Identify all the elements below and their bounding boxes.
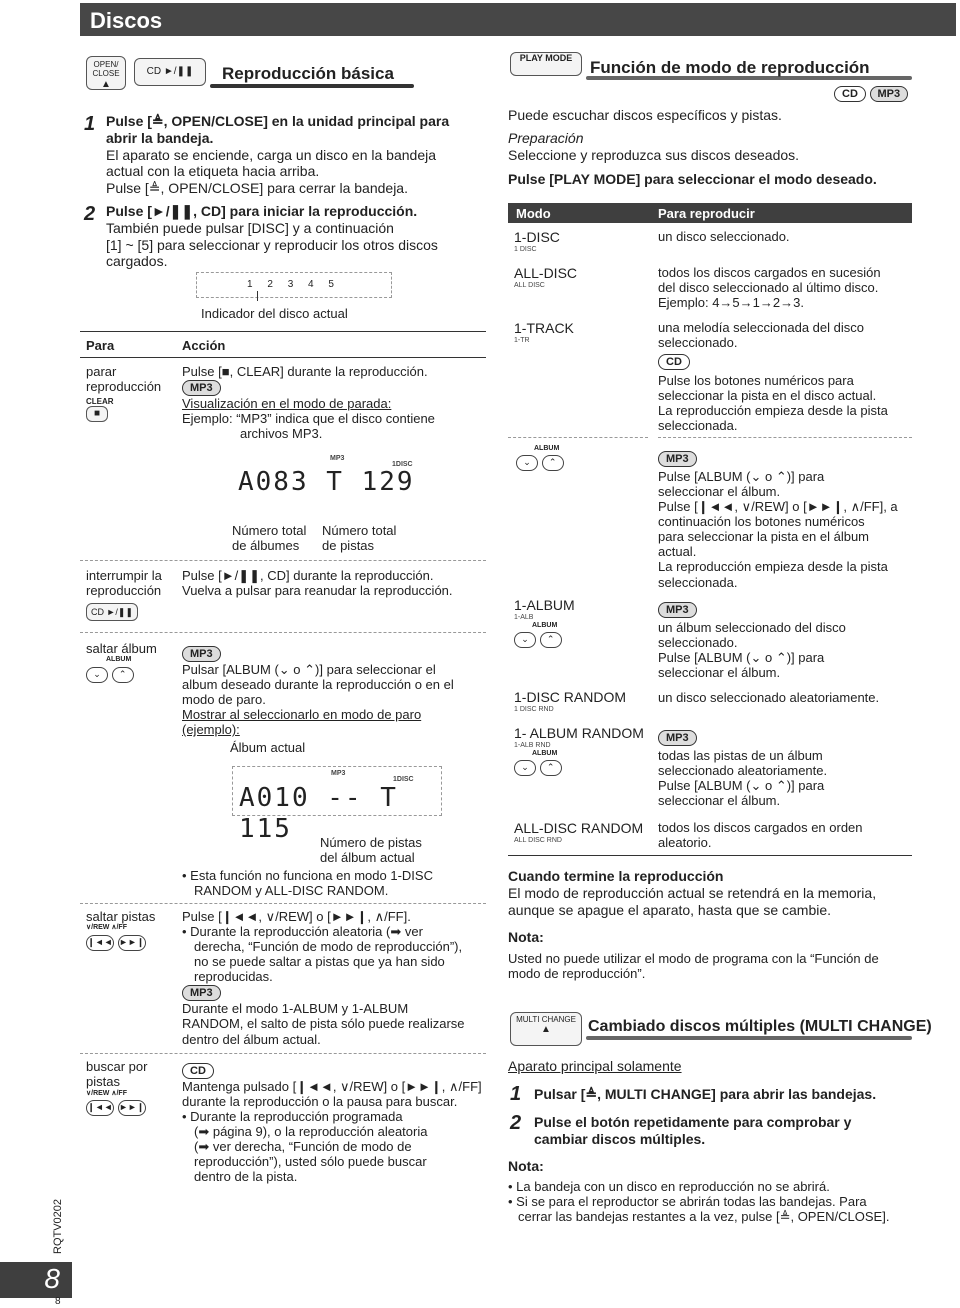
row-album-a4: Mostrar al seleccionarlo en modo de paro <box>182 707 422 723</box>
model-code: RQTV0202 <box>52 1198 64 1254</box>
desc-line: seleccionar el álbum. <box>658 793 781 809</box>
play-col-header: Para reproducir <box>658 206 755 221</box>
lcd2-label-a: Número de pistas <box>320 835 422 850</box>
cd-pause-button-icon: CD ►/❚❚ <box>86 603 138 621</box>
table-header-para: Para <box>86 338 115 353</box>
page-number-small: 8 <box>55 1296 61 1307</box>
section-title-play-mode: Función de modo de reproducción <box>590 58 870 77</box>
step1-title-b: abrir la bandeja. <box>106 129 214 146</box>
note-2 <box>508 1179 889 1224</box>
lcd2-disc: 1DISC <box>393 776 414 783</box>
row-stop-label-a: parar <box>86 364 117 379</box>
album-label: ALBUM <box>534 445 560 452</box>
mode-alldisc <box>514 265 577 290</box>
lcd2-label <box>320 836 422 866</box>
desc-line: La reproducción empieza desde la pista <box>658 559 888 575</box>
row-search-a1: Mantenga pulsado [❙◄◄, ∨/REW] o [►►❙, ∧/FF] <box>182 1079 482 1094</box>
end-line: aunque se apague el aparato, hasta que se cambie. <box>508 901 832 918</box>
multi-step2-number: 2 <box>510 1112 522 1134</box>
step1-block <box>106 113 486 197</box>
open-close-button <box>86 56 126 90</box>
skip-buttons-label: ∨/REW ∧/FF <box>86 924 127 932</box>
mode-name: 1-TRACK <box>514 320 574 336</box>
row-skip-label-a: saltar pistas <box>86 909 156 924</box>
lcd1-disc: 1DISC <box>392 461 413 468</box>
desc-line: seleccionado. <box>658 635 738 651</box>
row-album-label <box>86 641 157 683</box>
album-label: ALBUM <box>532 749 558 757</box>
row-stop-a4: archivos MP3. <box>240 426 323 442</box>
mp3-badge: MP3 <box>182 646 221 662</box>
row-stop-a1: Pulse [■, CLEAR] durante la reproducción. <box>182 364 428 379</box>
mode-alldisc-desc <box>658 265 881 310</box>
row-pause-label-a: interrumpir la <box>86 568 162 583</box>
row-divider <box>80 903 486 904</box>
mode-alldisc-random <box>514 820 643 845</box>
lcd2-label-b: del álbum actual <box>320 849 415 865</box>
indicator-label: Indicador del disco actual <box>201 306 348 321</box>
desc-line: Pulse [ALBUM (⌄ o ⌃)] para <box>658 778 825 794</box>
cd-badge: CD <box>658 354 690 370</box>
mp3-badge: MP3 <box>870 86 909 102</box>
multi-step2-text <box>534 1114 851 1148</box>
row-search-a7: dentro de la pista. <box>194 1169 298 1185</box>
row-search-label-b: pistas <box>86 1074 120 1090</box>
mode-name: 1-DISC <box>514 229 560 245</box>
step2-line2: [1] ~ [5] para seleccionar y reproducir los otros discos <box>106 236 438 253</box>
row-album-a1: Pulsar [ALBUM (⌄ o ⌃)] para seleccionar el <box>182 662 436 677</box>
row-skip-a2: • Durante la reproducción aleatoria (➡ ver <box>182 924 423 940</box>
mode-1disc <box>514 229 654 254</box>
step2-number: 2 <box>84 203 96 225</box>
row-album-note <box>182 869 433 899</box>
row-search-a6: reproducción”), usted sólo puede buscar <box>194 1154 427 1170</box>
step1-line3: Pulse [≜, OPEN/CLOSE] para cerrar la bandeja. <box>106 180 408 197</box>
intro-text: Puede escuchar discos específicos y pistas. <box>508 107 782 123</box>
end-line: El modo de reproducción actual se retendrá en la memoria, <box>508 884 877 901</box>
desc-line: seleccionado aleatoriamente. <box>658 763 828 779</box>
row-album-note-b: RANDOM y ALL-DISC RANDOM. <box>194 882 389 898</box>
stop-icon: ■ <box>86 406 108 422</box>
row-search-a2: durante la reproducción o la pausa para buscar. <box>182 1094 458 1110</box>
desc-line: seleccionar el álbum. <box>658 484 781 500</box>
end-title: Cuando termine la reproducción <box>508 868 724 884</box>
row-search-label-a: buscar por <box>86 1059 148 1074</box>
row-pause-action <box>182 568 453 599</box>
disc-indicator-box <box>196 272 392 298</box>
step1-line1: El aparato se enciende, carga un disco en la bandeja <box>106 146 437 163</box>
cd-badge: CD <box>834 86 866 102</box>
album-up-icon: ⌃ <box>112 667 134 683</box>
step2-block <box>106 203 486 270</box>
cd-play-button: CD ►/❚❚ <box>134 58 206 86</box>
mode-table-header <box>508 203 912 223</box>
mode-display: 1 DISC <box>514 245 537 253</box>
multi-change-label: MULTI CHANGE <box>516 1015 576 1024</box>
row-skip-a8: dentro del álbum actual. <box>182 1031 321 1047</box>
table-header-accion: Acción <box>182 338 226 353</box>
album-up-icon: ⌃ <box>540 632 562 648</box>
multi-step1-number: 1 <box>510 1083 522 1105</box>
step1-title-a: Pulse [≜, OPEN/CLOSE] en la unidad principal para <box>106 113 450 129</box>
mp3-badge: MP3 <box>658 602 697 618</box>
disc-number: 5 <box>328 279 334 290</box>
desc-line: todos los discos cargados en sucesión <box>658 265 881 280</box>
section-title-basic: Reproducción básica <box>222 64 394 83</box>
disc-number: 3 <box>287 279 294 290</box>
open-close-label: OPEN/ CLOSE <box>92 60 120 79</box>
disc-number: 4 <box>308 279 314 290</box>
row-search-a3: • Durante la reproducción programada <box>182 1109 403 1125</box>
prep-title: Preparación <box>508 129 584 146</box>
row-search-a4: (➡ página 9), o la reproducción aleatoria <box>194 1124 428 1140</box>
multi-step1-text: Pulsar [≜, MULTI CHANGE] para abrir las bandejas. <box>534 1086 877 1102</box>
play-mode-intro <box>508 107 948 188</box>
mode-display: ALL DISC <box>514 281 545 289</box>
row-stop-a3: Ejemplo: “MP3” indica que el disco contiene <box>182 411 435 427</box>
prep-text: Seleccione y reproduzca sus discos deseados. <box>508 147 800 163</box>
eject-icon: ▲ <box>101 78 111 90</box>
row-pause-label <box>86 568 162 621</box>
note-line: • La bandeja con un disco en reproducción no se abrirá. <box>508 1179 830 1194</box>
album-up-icon: ⌃ <box>542 455 564 471</box>
note-line: cerrar las bandejas restantes a la vez, pulse [≜, OPEN/CLOSE]. <box>518 1209 890 1225</box>
mode-name: 1-ALBUM <box>514 597 575 613</box>
album-down-icon: ⌄ <box>514 760 536 776</box>
step2-line3: cargados. <box>106 253 168 270</box>
note-line: Usted no puede utilizar el modo de programa con la “Función de <box>508 951 879 966</box>
desc-line: Pulse [ALBUM (⌄ o ⌃)] para <box>658 650 825 666</box>
step2-line1: También puede pulsar [DISC] y a continuación <box>106 219 394 236</box>
mode-display: 1-ALB RND <box>514 741 551 749</box>
play-mode-button: PLAY MODE <box>510 52 582 76</box>
album-down-icon: ⌄ <box>86 667 108 683</box>
search-buttons-label: ∨/REW ∧/FF <box>86 1089 127 1097</box>
section-underline <box>586 1036 912 1040</box>
note-title: Nota: <box>508 929 544 945</box>
mp3-badge: MP3 <box>658 451 697 467</box>
lcd2-mp3: MP3 <box>331 770 346 777</box>
row-album-label-a: saltar álbum <box>86 641 157 656</box>
fast-forward-icon: ►►❙ <box>118 1100 146 1116</box>
mode-1track <box>514 320 574 345</box>
lcd2-text: A010 -- T 115 <box>239 783 398 844</box>
section-title-multi-change: Cambiado discos múltiples (MULTI CHANGE) <box>588 1018 932 1035</box>
lcd1-label-tracks-a: Número total <box>322 523 397 538</box>
desc-line: para seleccionar la pista en el álbum <box>658 529 870 545</box>
album-actual-label: Álbum actual <box>230 740 306 756</box>
album-buttons <box>516 445 564 471</box>
row-pause-a1: Pulse [►/❚❚, CD] durante la reproducción. <box>182 568 434 583</box>
mode-name: ALL-DISC RANDOM <box>514 820 644 836</box>
row-search-label <box>86 1059 147 1116</box>
mode-name: 1-DISC RANDOM <box>514 689 627 705</box>
row-album-note-a: • Esta función no funciona en modo 1-DISC <box>182 868 433 883</box>
mode-1album-random-desc <box>658 729 827 808</box>
rewind-icon: ❙◄◄ <box>86 1100 114 1116</box>
lcd1-label-albums-a: Número total <box>232 523 307 538</box>
mode-1track-desc <box>658 320 908 433</box>
desc-line: todos los discos cargados en orden <box>658 820 863 835</box>
lcd1-label-albums <box>232 524 306 554</box>
table-top-rule <box>80 331 486 332</box>
row-skip-a1: Pulse [❙◄◄, ∨/REW] o [►►❙, ∧/FF]. <box>182 909 411 924</box>
desc-line: seleccionar el álbum. <box>658 665 781 681</box>
desc-line: seleccionada. <box>658 418 738 434</box>
page-number-big: 8 <box>0 1262 72 1298</box>
disc-number: 2 <box>267 279 273 290</box>
row-divider <box>80 632 486 633</box>
row-album-a5: (ejemplo): <box>182 722 240 738</box>
mode-1album <box>514 597 575 648</box>
eject-icon: ▲ <box>541 1024 551 1036</box>
row-stop-a2: Visualización en el modo de parada: <box>182 396 392 412</box>
row-divider <box>80 1053 486 1054</box>
multi-change-button <box>510 1012 582 1046</box>
album-label: ALBUM <box>106 656 132 664</box>
instruction-text: Pulse [PLAY MODE] para seleccionar el modo deseado. <box>508 170 877 187</box>
rewind-icon: ❙◄◄ <box>86 935 114 951</box>
album-down-icon: ⌄ <box>514 632 536 648</box>
mode-1disc-random <box>514 689 626 714</box>
desc-line: una melodía seleccionada del disco <box>658 320 864 335</box>
desc-line: aleatorio. <box>658 835 712 851</box>
mode-name: 1- ALBUM RANDOM <box>514 725 644 741</box>
note-1 <box>508 951 879 981</box>
desc-line: seleccionar la pista en el disco actual. <box>658 388 877 404</box>
row-skip-a3: derecha, “Función de modo de reproducción”), <box>194 939 463 955</box>
mode-1album-desc <box>658 601 846 680</box>
desc-line: Ejemplo: 4→5→1→2→3. <box>658 295 804 311</box>
cd-badge: CD <box>182 1063 214 1079</box>
page-header <box>80 3 956 36</box>
mode-col-header: Modo <box>516 206 551 221</box>
mode-display: 1 DISC RND <box>514 705 554 713</box>
table-header-rule <box>80 357 486 358</box>
mode-display: ALL DISC RND <box>514 836 562 844</box>
mode-1disc-random-desc: un disco seleccionado aleatoriamente. <box>658 690 880 705</box>
desc-line: un álbum seleccionado del disco <box>658 620 846 635</box>
note-line: • Si se para el reproductor se abrirán todas las bandejas. Para <box>508 1194 867 1210</box>
table-bottom-rule <box>508 855 912 856</box>
note-title: Nota: <box>508 1158 544 1174</box>
mp3-badge: MP3 <box>658 730 697 746</box>
clear-label: CLEAR <box>86 396 114 406</box>
indicator-tick <box>257 291 258 301</box>
lcd1-text: A083 T 129 <box>238 467 415 497</box>
fast-forward-icon: ►►❙ <box>118 935 146 951</box>
lcd1-label-tracks-b: de pistas <box>322 537 375 553</box>
row-album-a2: album deseado durante la reproducción o en el <box>182 677 454 693</box>
desc-line: seleccionada. <box>658 574 738 590</box>
desc-line: continuación los botones numéricos <box>658 514 865 530</box>
desc-line: seleccionado. <box>658 335 738 351</box>
lcd1-label-tracks <box>322 524 396 554</box>
step1-number: 1 <box>84 113 96 135</box>
mode-display: 1-TR <box>514 336 530 344</box>
row-skip-a5: reproducidas. <box>194 969 273 985</box>
mp3-badge: MP3 <box>182 985 221 1001</box>
row-album-a3: modo de paro. <box>182 692 266 708</box>
disc-numbers <box>247 279 334 291</box>
note-line: modo de reproducción”. <box>508 966 646 982</box>
row-search-a5: (➡ ver derecha, “Función de modo de <box>194 1139 412 1155</box>
end-of-playback <box>508 868 928 918</box>
row-divider <box>80 560 486 561</box>
main-unit-only: Aparato principal solamente <box>508 1058 682 1074</box>
row-album-action <box>182 645 482 755</box>
row-stop-label <box>86 364 161 422</box>
step2-title: Pulse [►/❚❚, CD] para iniciar la reproducción. <box>106 203 418 219</box>
step-line: cambiar discos múltiples. <box>534 1130 706 1147</box>
row-pause-a2: Vuelva a pulsar para reanudar la reproducción. <box>182 583 453 599</box>
section-underline <box>210 84 414 88</box>
mode-1album-random <box>514 725 644 776</box>
format-badges <box>834 85 908 102</box>
row-skip-label <box>86 909 155 951</box>
step1-line2: actual con la etiqueta hacia arriba. <box>106 163 320 180</box>
mp3-badge: MP3 <box>182 380 221 396</box>
row-stop-action <box>182 364 482 441</box>
row-skip-a4: no se puede saltar a pistas que ya han sido <box>194 954 445 970</box>
album-down-icon: ⌄ <box>516 455 538 471</box>
row-skip-a7: RANDOM, el salto de pista sólo puede realizarse <box>182 1016 465 1032</box>
album-label: ALBUM <box>532 621 558 629</box>
row-stop-label-b: reproducción <box>86 379 162 395</box>
row-pause-label-b: reproducción <box>86 583 162 599</box>
desc-line: actual. <box>658 544 697 560</box>
mode-1track-mp3-desc <box>658 450 912 590</box>
row-search-action <box>182 1062 482 1185</box>
disc-number: 1 <box>247 279 253 290</box>
album-up-icon: ⌃ <box>540 760 562 776</box>
row-divider <box>658 437 912 438</box>
desc-line: Pulse los botones numéricos para <box>658 373 854 389</box>
desc-line: Pulse [❙◄◄, ∨/REW] o [►►❙, ∧/FF], a <box>658 499 898 515</box>
desc-line: todas las pistas de un álbum <box>658 748 823 763</box>
desc-line: Pulse [ALBUM (⌄ o ⌃)] para <box>658 469 825 484</box>
mode-alldisc-random-desc <box>658 820 863 850</box>
step-line: Pulse el botón repetidamente para comprobar y <box>534 1114 852 1130</box>
row-skip-action <box>182 909 482 1047</box>
row-divider <box>508 437 648 438</box>
mode-1disc-desc: un disco seleccionado. <box>658 229 790 244</box>
lcd1-mp3: MP3 <box>330 455 345 462</box>
page-title: Discos <box>90 8 163 33</box>
lcd1-label-albums-b: de álbumes <box>232 537 300 553</box>
desc-line: del disco seleccionado al último disco. <box>658 280 879 296</box>
mode-name: ALL-DISC <box>514 265 578 281</box>
row-skip-a6: Durante el modo 1-ALBUM y 1-ALBUM <box>182 1001 409 1017</box>
mode-display: 1-ALB <box>514 613 534 621</box>
desc-line: La reproducción empieza desde la pista <box>658 403 888 419</box>
